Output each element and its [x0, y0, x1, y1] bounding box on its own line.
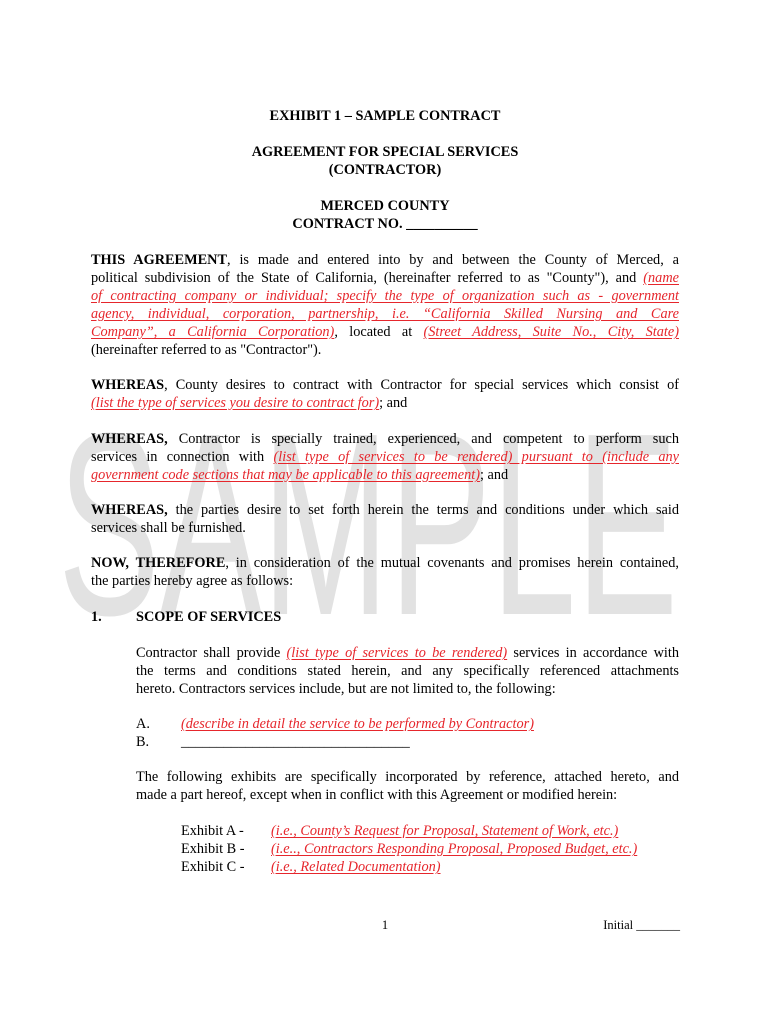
agreement-line-4: agency, individual, corporation, partnership, i.e. “California Skilled Nursing and Care: [91, 306, 679, 322]
exhibits-intro-line-2: made a part hereof, except when in conflict with this Agreement or modified herein:: [136, 787, 618, 803]
scope-line-1: Contractor shall provide (list type of services to be rendered) services in accordance with: [136, 645, 679, 661]
watermark-text: SAMPLE: [58, 392, 678, 624]
now-therefore-line-2: the parties hereby agree as follows:: [91, 573, 294, 589]
scope-line-2: the terms and conditions stated herein, and any specifically referenced attachments: [136, 663, 679, 679]
agreement-line-6: (hereinafter referred to as "Contractor").: [91, 342, 322, 358]
agreement-title: AGREEMENT FOR SPECIAL SERVICES: [251, 144, 519, 160]
section-title: SCOPE OF SERVICES: [136, 609, 282, 625]
whereas3-line-2: services shall be furnished.: [91, 520, 246, 536]
exhibit-c-value: (i.e., Related Documentation): [271, 859, 441, 875]
agreement-line-2: political subdivision of the State of California, (hereinafter referred to as "County"), and (name: [91, 270, 679, 286]
scope-line-3: hereto. Contractors services include, but are not limited to, the following:: [136, 681, 556, 697]
contractor-name-placeholder: (name: [643, 270, 679, 286]
exhibit-c-label: Exhibit C -: [181, 859, 245, 875]
whereas2-line-2: services in connection with (list type of services to be rendered) pursuant to (include any: [91, 449, 679, 465]
contractor-subtitle: (CONTRACTOR): [328, 162, 442, 178]
page-number: 1: [381, 918, 389, 932]
whereas1-line-1: WHEREAS, County desires to contract with Contractor for special services which consist of: [91, 377, 679, 393]
now-therefore-line-1: NOW, THEREFORE, in consideration of the mutual covenants and promises herein contained,: [91, 555, 680, 571]
item-b-label: B.: [136, 734, 150, 750]
services-placeholder: (list the type of services you desire to contract for): [91, 395, 380, 411]
exhibit-a-value: (i.e., County’s Request for Proposal, Statement of Work, etc.): [271, 823, 619, 839]
whereas1-line-2: (list the type of services you desire to contract for); and: [91, 395, 408, 411]
agreement-line-3: of contracting company or individual; specify the type of organization such as - government: [91, 288, 679, 304]
exhibit-a-label: Exhibit A -: [181, 823, 244, 839]
whereas2-line-3: government code sections that may be applicable to this agreement); and: [91, 467, 509, 483]
exhibit-b-value: (i.e.., Contractors Responding Proposal, Proposed Budget, etc.): [271, 841, 638, 857]
exhibits-intro-line-1: The following exhibits are specifically incorporated by reference, attached hereto, and: [136, 769, 679, 785]
address-placeholder: (Street Address, Suite No., City, State): [423, 324, 679, 340]
item-a-text: (describe in detail the service to be performed by Contractor): [181, 716, 534, 732]
exhibit-title: EXHIBIT 1 – SAMPLE CONTRACT: [269, 108, 501, 124]
contract-number: CONTRACT NO. __________: [292, 216, 478, 232]
item-a-label: A.: [136, 716, 150, 732]
agreement-lead: THIS AGREEMENT: [91, 252, 227, 268]
section-number: 1.: [91, 609, 102, 625]
agreement-line-1: THIS AGREEMENT, is made and entered into by and between the County of Merced, a: [91, 252, 679, 268]
county-title: MERCED COUNTY: [320, 198, 450, 214]
whereas2-line-1: WHEREAS, Contractor is specially trained, experienced, and competent to perform such: [91, 431, 679, 447]
exhibit-b-label: Exhibit B -: [181, 841, 245, 857]
item-b-blank: ________________________________: [181, 734, 410, 750]
initial-field: Initial _______: [603, 918, 680, 932]
agreement-line-5: Company”, a California Corporation), located at (Street Address, Suite No., City, State): [91, 324, 679, 340]
whereas3-line-1: WHEREAS, the parties desire to set forth herein the terms and conditions under which said: [91, 502, 679, 518]
